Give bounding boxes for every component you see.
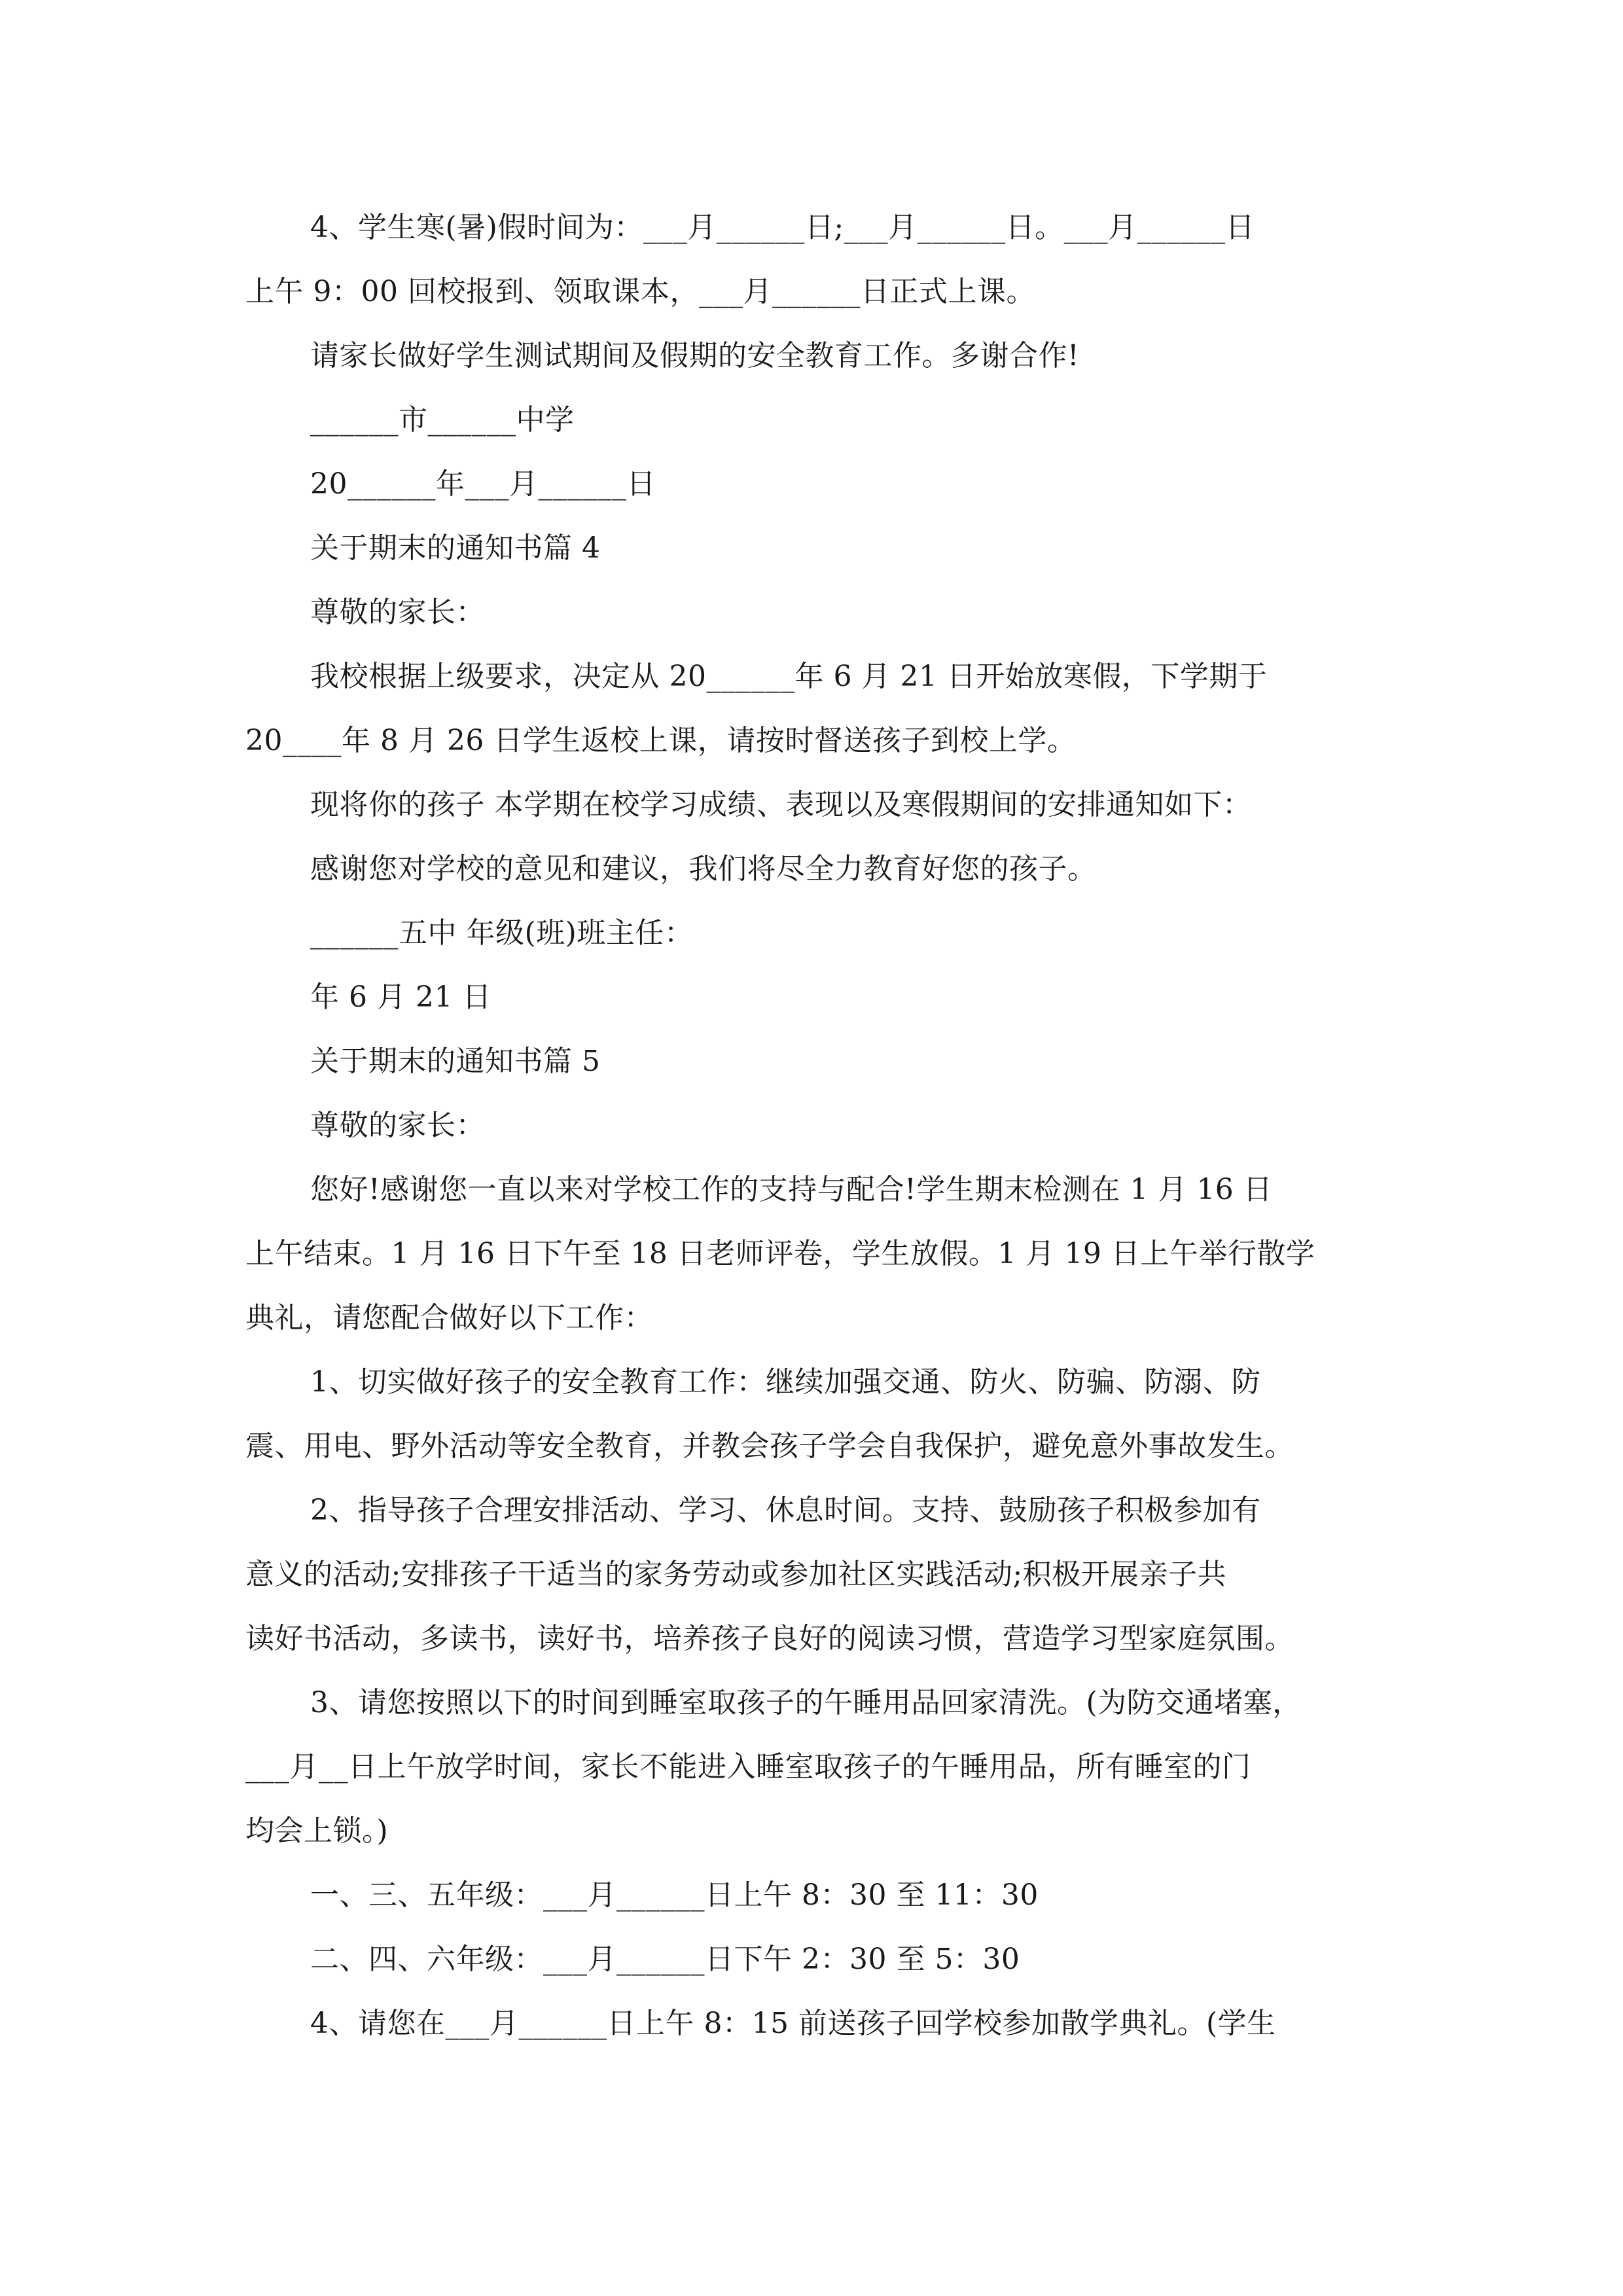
salutation: 尊敬的家长： xyxy=(310,1109,485,1142)
text-line: 1、切实做好孩子的安全教育工作：继续加强交通、防火、防骗、防溺、防 xyxy=(310,1365,1261,1399)
text-line: ______市______中学 xyxy=(310,403,575,437)
text-line: 20______年___月______日 xyxy=(310,467,656,501)
text-line: 您好!感谢您一直以来对学校工作的支持与配合!学生期末检测在 1 月 16 日 xyxy=(310,1173,1273,1206)
text-line: 4、请您在___月______日上午 8：15 前送孩子回学校参加散学典礼。(学生 xyxy=(310,2007,1276,2040)
text-line: 读好书活动，多读书，读好书，培养孩子良好的阅读习惯，营造学习型家庭氛围。 xyxy=(245,1622,1294,1655)
text-line: 意义的活动;安排孩子干适当的家务劳动或参加社区实践活动;积极开展亲子共 xyxy=(245,1558,1227,1591)
text-line: ___月__日上午放学时间，家长不能进入睡室取孩子的午睡用品，所有睡室的门 xyxy=(245,1750,1251,1784)
text-line: 现将你的孩子 本学期在校学习成绩、表现以及寒假期间的安排通知如下： xyxy=(310,788,1252,821)
text-line: 上午 9：00 回校报到、领取课本，___月______日正式上课。 xyxy=(245,275,1035,308)
section-heading: 关于期末的通知书篇 5 xyxy=(310,1045,601,1078)
text-line: 均会上锁。) xyxy=(245,1814,389,1848)
section-heading: 关于期末的通知书篇 4 xyxy=(310,531,601,565)
text-line: 4、学生寒(暑)假时间为：___月______日;___月______日。___月______日 xyxy=(310,211,1255,244)
text-line: 二、四、六年级：___月______日下午 2：30 至 5：30 xyxy=(310,1943,1020,1976)
text-line: 典礼，请您配合做好以下工作： xyxy=(245,1301,653,1335)
text-line: 请家长做好学生测试期间及假期的安全教育工作。多谢合作! xyxy=(310,339,1080,372)
text-line: 3、请您按照以下的时间到睡室取孩子的午睡用品回家清洗。(为防交通堵塞， xyxy=(310,1686,1302,1719)
text-line: 一、三、五年级：___月______日上午 8：30 至 11：30 xyxy=(310,1878,1039,1912)
text-line: 我校根据上级要求，决定从 20______年 6 月 21 日开始放寒假，下学期于 xyxy=(310,660,1268,693)
text-line: ______五中 年级(班)班主任： xyxy=(310,916,694,950)
text-line: 震、用电、野外活动等安全教育，并教会孩子学会自我保护，避免意外事故发生。 xyxy=(245,1429,1294,1463)
text-line: 上午结束。1 月 16 日下午至 18 日老师评卷，学生放假。1 月 19 日上午举行散学 xyxy=(245,1237,1315,1270)
text-line: 感谢您对学校的意见和建议，我们将尽全力教育好您的孩子。 xyxy=(310,852,1097,886)
salutation: 尊敬的家长： xyxy=(310,596,485,629)
text-line: 年 6 月 21 日 xyxy=(310,980,491,1014)
text-line: 2、指导孩子合理安排活动、学习、休息时间。支持、鼓励孩子积极参加有 xyxy=(310,1494,1261,1527)
text-line: 20____年 8 月 26 日学生返校上课，请按时督送孩子到校上学。 xyxy=(245,724,1077,757)
